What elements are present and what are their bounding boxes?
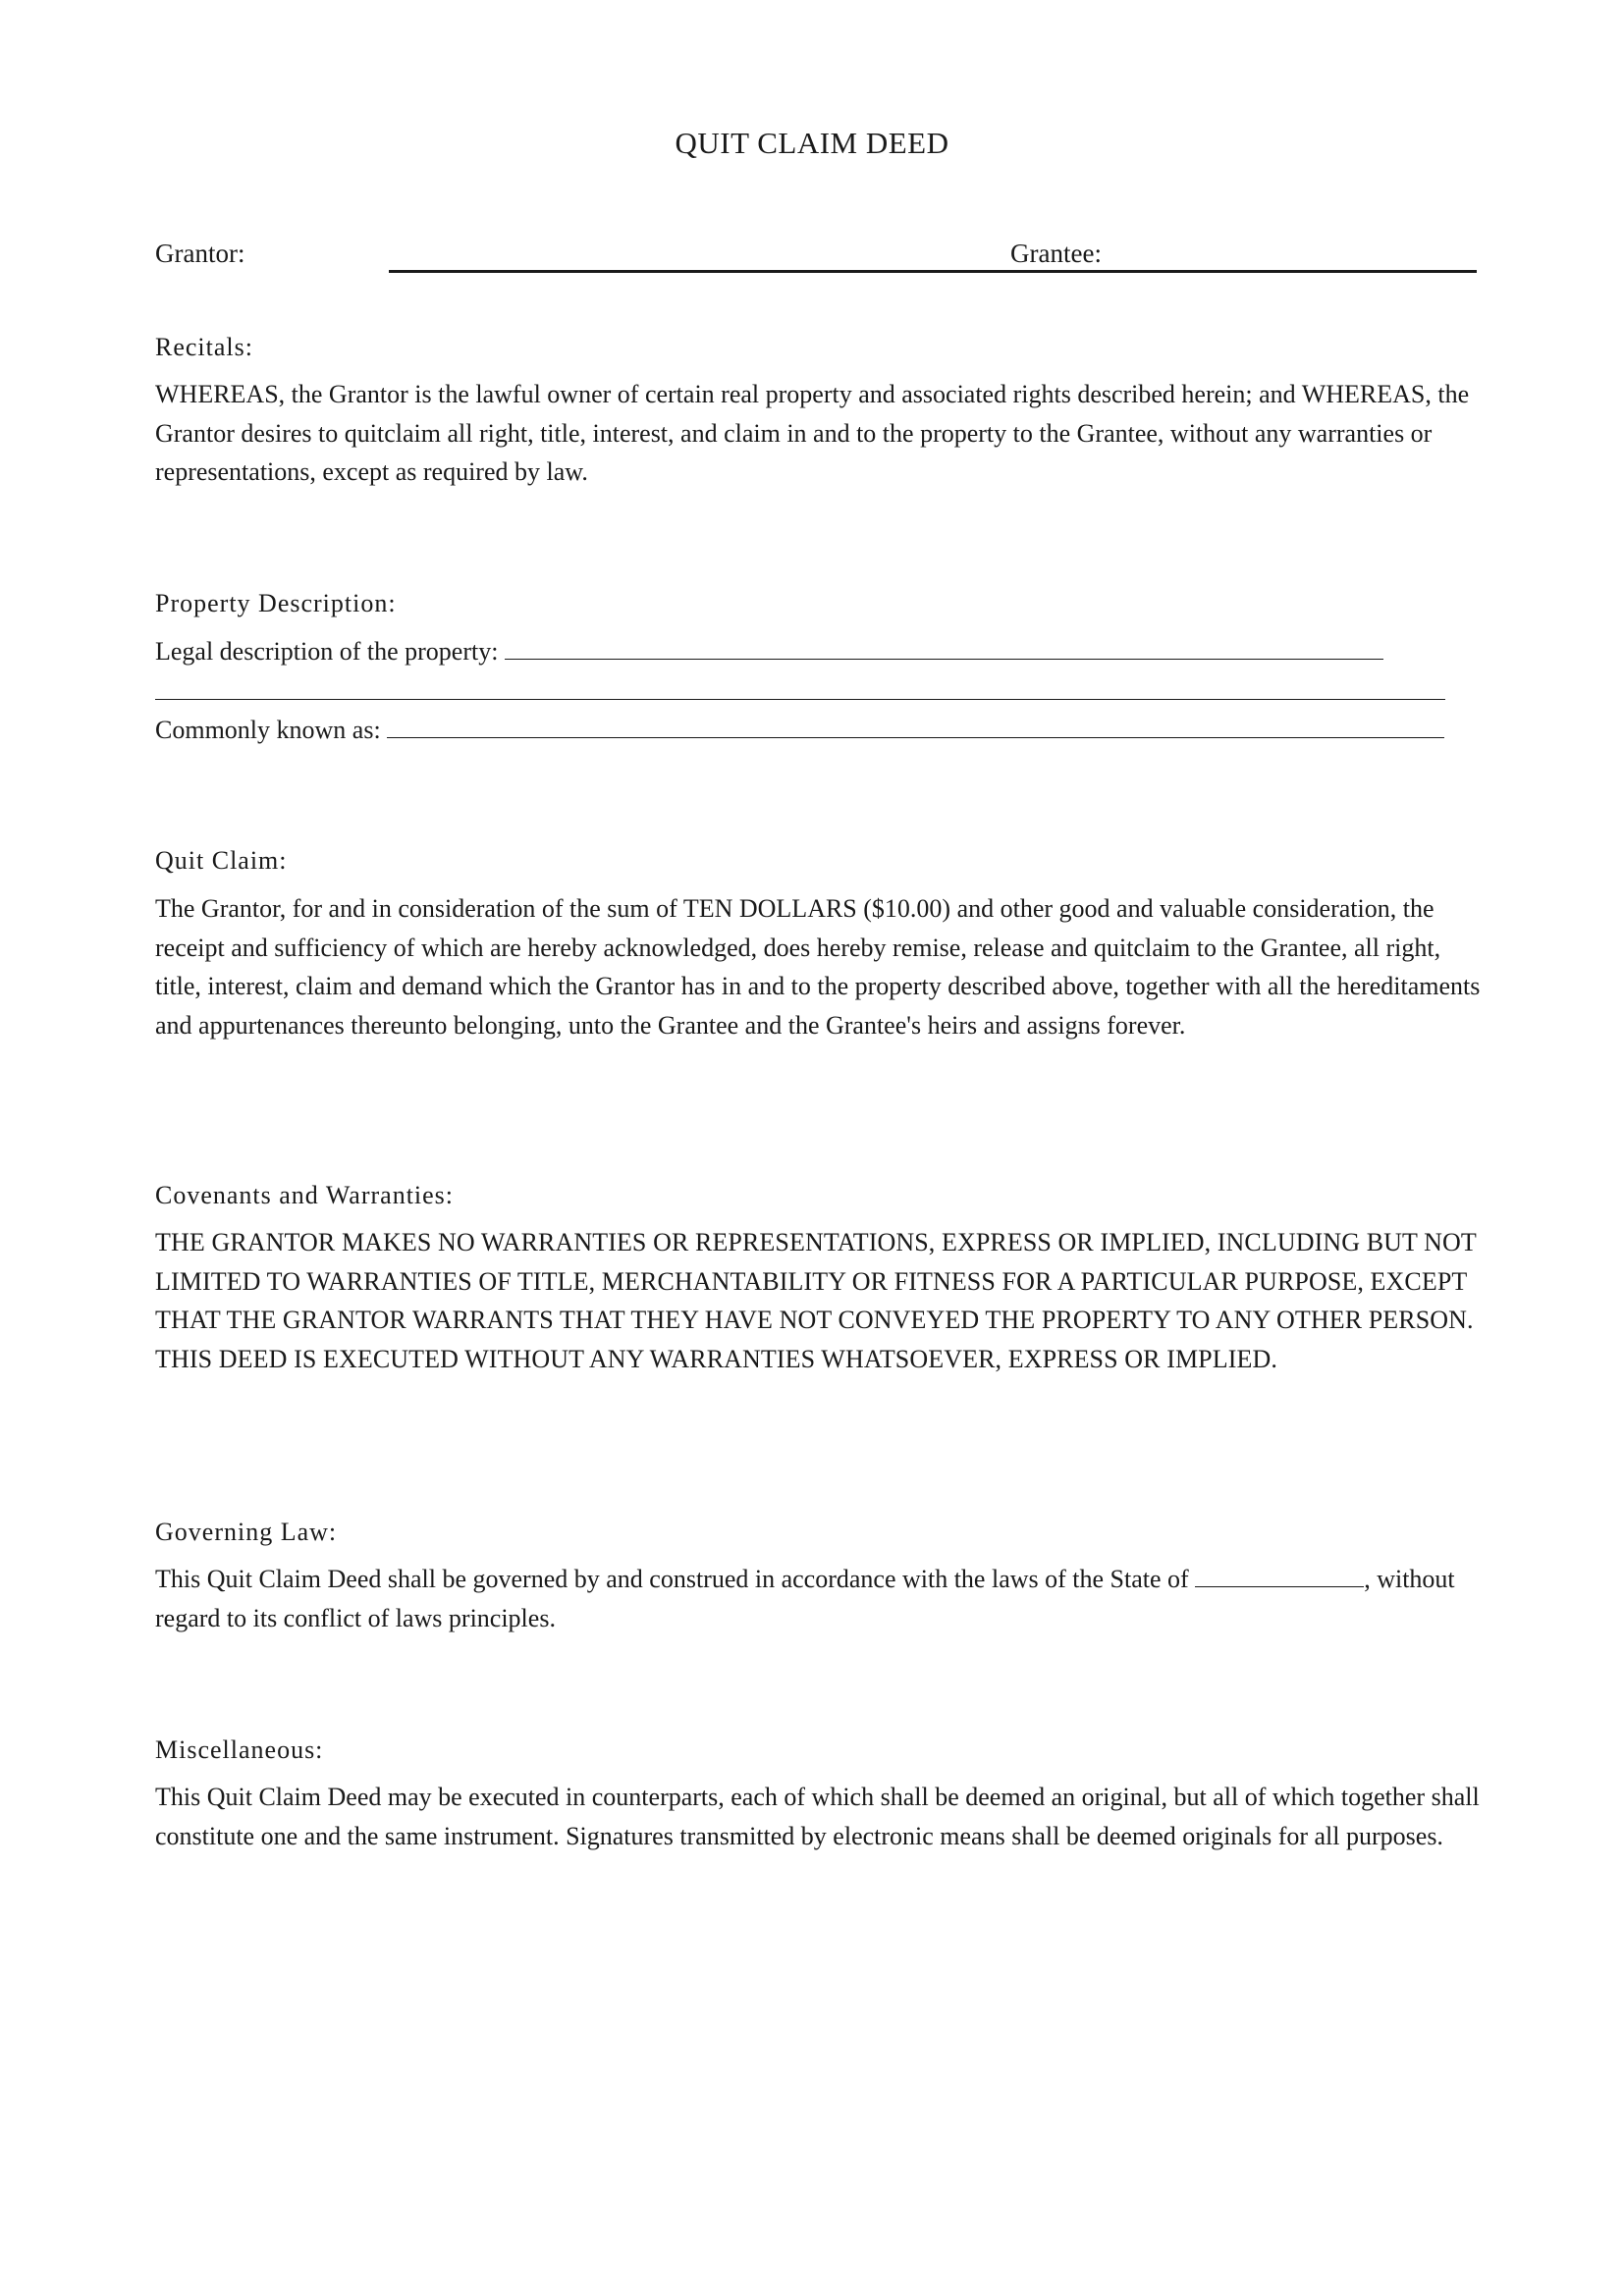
- grantee-label: Grantee:: [1010, 239, 1102, 268]
- legal-description-blank: [505, 637, 1383, 660]
- covenants-heading: Covenants and Warranties:: [155, 1181, 455, 1209]
- grantor-label: Grantor:: [155, 239, 245, 268]
- recitals-text: WHEREAS, the Grantor is the lawful owner of certain real property and associated rights described herein; and WHEREAS, the Grantor desires to quitclaim all right, title, interest, and claim in and to the property to the Grantee, without any warranties or representations, except as required by law.: [155, 380, 1470, 486]
- recitals-heading: Recitals:: [155, 333, 253, 361]
- quit-claim-heading: Quit Claim:: [155, 846, 288, 875]
- quit-claim-text: The Grantor, for and in consideration of the sum of TEN DOLLARS ($10.00) and other good and valuable consideration, the receipt and sufficiency of which are hereby acknowledged, does hereby remise, release and quitclaim to the Grantee, all right, title, interest, claim and demand which the Grantor has in and to the property described above, together with all the hereditaments and appurtenances thereunto belonging, unto the Grantee and the Grantee's heirs and assigns forever.: [155, 894, 1481, 1040]
- legal-description-continuation-line: [155, 699, 1445, 700]
- party-row: [155, 234, 1477, 273]
- document-title: QUIT CLAIM DEED: [675, 126, 949, 160]
- commonly-known-blank: [387, 716, 1444, 738]
- governing-law-text: [155, 1560, 1490, 1637]
- party-signature-line: [389, 270, 1477, 273]
- state-blank: [1195, 1565, 1364, 1587]
- commonly-known-row: [155, 715, 1444, 746]
- miscellaneous-heading: Miscellaneous:: [155, 1735, 324, 1764]
- legal-description-label: Legal description of the property:: [155, 637, 499, 666]
- miscellaneous-text: This Quit Claim Deed may be executed in counterparts, each of which shall be deemed an original, but all of which together shall constitute one and the same instrument. Signatures transmitted by electronic means shall be deemed originals for all purposes.: [155, 1783, 1480, 1850]
- governing-law-text-before: This Quit Claim Deed shall be governed by and construed in accordance with the laws of the State of: [155, 1565, 1189, 1593]
- governing-law-text-after: , without regard to its conflict of laws principles.: [155, 1565, 1455, 1632]
- commonly-known-label: Commonly known as:: [155, 716, 381, 744]
- governing-law-heading: Governing Law:: [155, 1518, 338, 1546]
- legal-description-row: [155, 636, 1383, 667]
- covenants-text: THE GRANTOR MAKES NO WARRANTIES OR REPRESENTATIONS, EXPRESS OR IMPLIED, INCLUDING BUT NOT LIMITED TO WARRANTIES OF TITLE, MERCHANTABILITY OR FITNESS FOR A PARTICULAR PURPOSE, EXCEPT THAT THE GRANTOR WARRANTS THAT THEY HAVE NOT CONVEYED THE PROPERTY TO ANY OTHER PERSON. THIS DEED IS EXECUTED WITHOUT ANY WARRANTIES WHATSOEVER, EXPRESS OR IMPLIED.: [155, 1228, 1477, 1373]
- property-description-heading: Property Description:: [155, 589, 397, 617]
